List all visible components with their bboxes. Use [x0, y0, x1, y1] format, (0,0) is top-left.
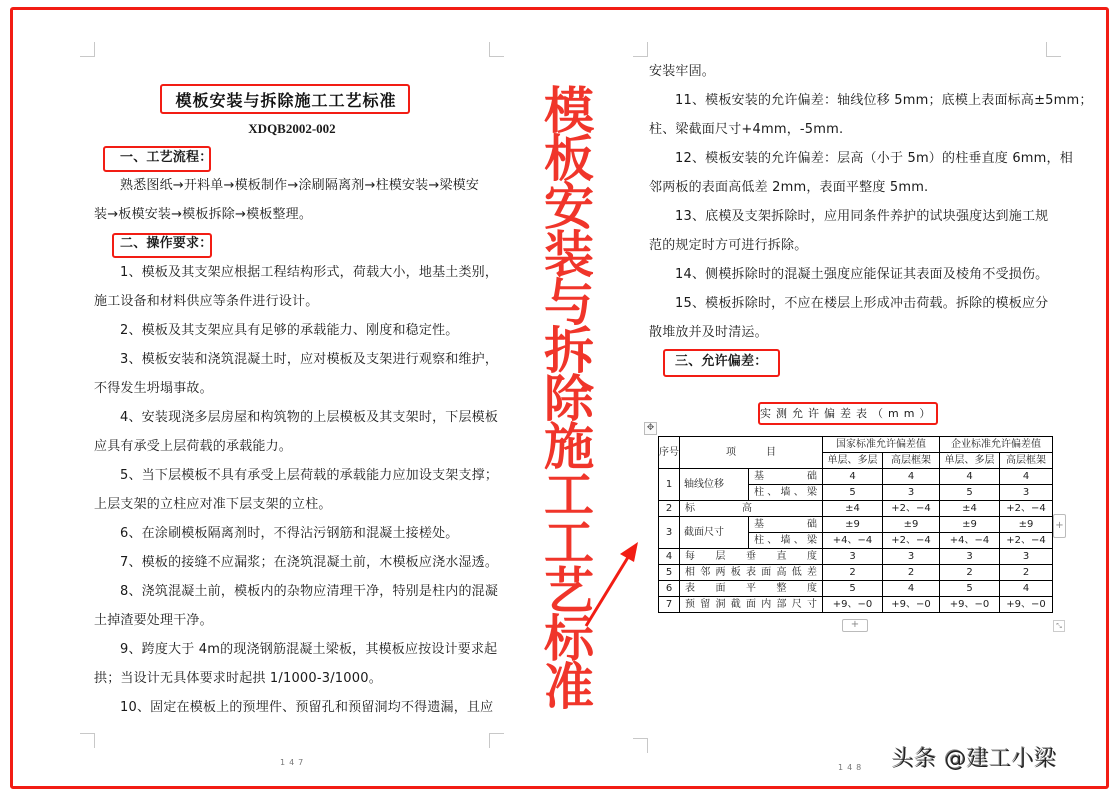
- row-item: 每层垂直度: [680, 549, 823, 565]
- page-number: 148: [838, 763, 866, 772]
- arrow-icon: [582, 540, 642, 630]
- value-cell: +2、−4: [1000, 501, 1053, 517]
- add-column-button[interactable]: +: [1053, 514, 1066, 538]
- add-row-button[interactable]: +: [842, 619, 868, 632]
- value-cell: 3: [940, 549, 1000, 565]
- section-heading-operation: 二、操作要求：: [120, 236, 213, 251]
- page-corner-mark: [633, 42, 648, 57]
- row-subitem: 柱、墙、梁: [749, 485, 823, 501]
- page-number: 147: [280, 758, 308, 767]
- value-cell: +2、−4: [883, 501, 940, 517]
- value-cell: 4: [883, 581, 940, 597]
- value-cell: +9、−0: [1000, 597, 1053, 613]
- paragraph-line: 上层支架的立柱应对准下层支架的立柱。: [94, 497, 332, 512]
- value-cell: +2、−4: [883, 533, 940, 549]
- value-cell: +9、−0: [823, 597, 883, 613]
- table-row: [659, 597, 1053, 613]
- paragraph-line: 10、固定在模板上的预埋件、预留孔和预留洞均不得遗漏，且应: [120, 700, 494, 715]
- page-corner-mark: [1046, 42, 1061, 57]
- paragraph-line: 熟悉图纸→开料单→模板制作→涂刷隔离剂→柱模安装→梁模安: [120, 178, 480, 193]
- value-cell: 2: [1000, 565, 1053, 581]
- row-subitem: 基 础: [749, 469, 823, 485]
- page-corner-mark: [489, 42, 504, 57]
- table-row: [659, 565, 1053, 581]
- value-cell: +2、−4: [1000, 533, 1053, 549]
- table-row: [659, 549, 1053, 565]
- paragraph-line: 7、模板的接缝不应漏浆；在浇筑混凝土前，木模板应浇水湿透。: [120, 555, 499, 570]
- value-cell: ±4: [940, 501, 1000, 517]
- value-cell: ±9: [940, 517, 1000, 533]
- value-cell: +4、−4: [940, 533, 1000, 549]
- value-cell: +9、−0: [883, 597, 940, 613]
- value-cell: +4、−4: [823, 533, 883, 549]
- paragraph-line: 2、模板及其支架应具有足够的承载能力、刚度和稳定性。: [120, 323, 459, 338]
- paragraph-line: 不得发生坍塌事故。: [94, 381, 213, 396]
- value-cell: 5: [823, 581, 883, 597]
- table-row: [659, 581, 1053, 597]
- value-cell: 5: [940, 485, 1000, 501]
- value-cell: 3: [883, 549, 940, 565]
- value-cell: ±9: [823, 517, 883, 533]
- header-enterprise: 企业标准允许偏差值: [940, 437, 1053, 453]
- value-cell: 4: [883, 469, 940, 485]
- paragraph-line: 安装牢固。: [649, 64, 716, 79]
- paragraph-line: 施工设备和材料供应等条件进行设计。: [94, 294, 319, 309]
- row-seq: 4: [659, 549, 680, 565]
- row-subitem: 基 础: [749, 517, 823, 533]
- value-cell: 3: [883, 485, 940, 501]
- paragraph-line: 应具有承受上层荷载的承载能力。: [94, 439, 293, 454]
- table-title: 实测允许偏差表（mm）: [760, 407, 936, 420]
- table-move-handle-icon[interactable]: ✥: [644, 422, 657, 435]
- value-cell: 4: [940, 469, 1000, 485]
- paragraph-line: 邻两板的表面高低差 2mm，表面平整度 5mm.: [649, 180, 929, 195]
- value-cell: 4: [1000, 469, 1053, 485]
- row-seq: 3: [659, 517, 680, 549]
- value-cell: 4: [823, 469, 883, 485]
- paragraph-line: 14、侧模拆除时的混凝土强度应能保证其表面及棱角不受损伤。: [675, 267, 1049, 282]
- table-resize-handle-icon[interactable]: ⤡: [1053, 620, 1065, 632]
- row-item: 预留洞截面内部尺寸: [680, 597, 823, 613]
- subheader-cell: 高层框架: [883, 453, 940, 469]
- paragraph-line: 柱、梁截面尺寸+4mm，-5mm.: [649, 122, 844, 137]
- row-seq: 5: [659, 565, 680, 581]
- paragraph-line: 1、模板及其支架应根据工程结构形式，荷载大小，地基土类别，: [120, 265, 499, 280]
- row-item: 轴线位移: [680, 469, 749, 501]
- watermark-text: 头条 @建工小梁: [892, 747, 1057, 772]
- value-cell: ±9: [883, 517, 940, 533]
- row-seq: 7: [659, 597, 680, 613]
- header-national: 国家标准允许偏差值: [823, 437, 940, 453]
- vertical-overlay-title: 模板安装与拆除施工工艺标准: [536, 84, 594, 708]
- paragraph-line: 8、浇筑混凝土前，模板内的杂物应清理干净，特别是柱内的混凝: [120, 584, 499, 599]
- table-row: [659, 517, 1053, 533]
- row-subitem: 柱、墙、梁: [749, 533, 823, 549]
- page-corner-mark: [80, 42, 95, 57]
- paragraph-line: 范的规定时方可进行拆除。: [649, 238, 808, 253]
- value-cell: ±4: [823, 501, 883, 517]
- section-heading-process: 一、工艺流程：: [120, 150, 213, 165]
- paragraph-line: 15、模板拆除时，不应在楼层上形成冲击荷载。拆除的模板应分: [675, 296, 1049, 311]
- row-item: 截面尺寸: [680, 517, 749, 549]
- document-title: 模板安装与拆除施工工艺标准: [175, 91, 397, 110]
- value-cell: 5: [940, 581, 1000, 597]
- section-heading-tolerance: 三、允许偏差：: [675, 354, 768, 369]
- page-corner-mark: [80, 733, 95, 748]
- page-corner-mark: [633, 738, 648, 753]
- row-seq: 6: [659, 581, 680, 597]
- paragraph-line: 6、在涂刷模板隔离剂时，不得沾污钢筋和混凝土接槎处。: [120, 526, 459, 541]
- value-cell: 2: [940, 565, 1000, 581]
- row-item: 标 高: [680, 501, 823, 517]
- value-cell: 2: [883, 565, 940, 581]
- paragraph-line: 13、底模及支架拆除时，应用同条件养护的试块强度达到施工规: [675, 209, 1049, 224]
- row-item: 表面平整度: [680, 581, 823, 597]
- row-seq: 2: [659, 501, 680, 517]
- paragraph-line: 散堆放并及时清运。: [649, 325, 768, 340]
- paragraph-line: 4、安装现浇多层房屋和构筑物的上层模板及其支架时，下层模板: [120, 410, 499, 425]
- document-code: XDQB2002-002: [248, 121, 336, 136]
- subheader-cell: 单层、多层: [823, 453, 883, 469]
- value-cell: ±9: [1000, 517, 1053, 533]
- subheader-cell: 单层、多层: [940, 453, 1000, 469]
- value-cell: 3: [1000, 549, 1053, 565]
- value-cell: 5: [823, 485, 883, 501]
- paragraph-line: 拱；当设计无具体要求时起拱 1/1000-3/1000。: [94, 671, 382, 686]
- paragraph-line: 9、跨度大于 4m的现浇钢筋混凝土梁板，其模板应按设计要求起: [120, 642, 498, 657]
- value-cell: 2: [823, 565, 883, 581]
- header-item: 项 目: [680, 437, 823, 469]
- subheader-cell: 高层框架: [1000, 453, 1053, 469]
- table-row: [659, 501, 1053, 517]
- value-cell: +9、−0: [940, 597, 1000, 613]
- row-item: 相邻两板表面高低差: [680, 565, 823, 581]
- paragraph-line: 5、当下层模板不具有承受上层荷载的承载能力应加设支架支撑；: [120, 468, 499, 483]
- table-header-row: [659, 437, 1053, 453]
- header-seq: 序号: [659, 437, 680, 469]
- paragraph-line: 装→板模安装→模板拆除→模板整理。: [94, 207, 313, 222]
- value-cell: 3: [823, 549, 883, 565]
- value-cell: 3: [1000, 485, 1053, 501]
- paragraph-line: 3、模板安装和浇筑混凝土时，应对模板及支架进行观察和维护，: [120, 352, 499, 367]
- paragraph-line: 12、模板安装的允许偏差：层高（小于 5m）的柱垂直度 6mm，相: [675, 151, 1073, 166]
- tolerance-table: [658, 436, 1053, 613]
- paragraph-line: 11、模板安装的允许偏差：轴线位移 5mm；底模上表面标高±5mm；: [675, 93, 1093, 108]
- row-seq: 1: [659, 469, 680, 501]
- page-corner-mark: [489, 733, 504, 748]
- table-row: [659, 469, 1053, 485]
- paragraph-line: 土掉渣要处理干净。: [94, 613, 213, 628]
- value-cell: 4: [1000, 581, 1053, 597]
